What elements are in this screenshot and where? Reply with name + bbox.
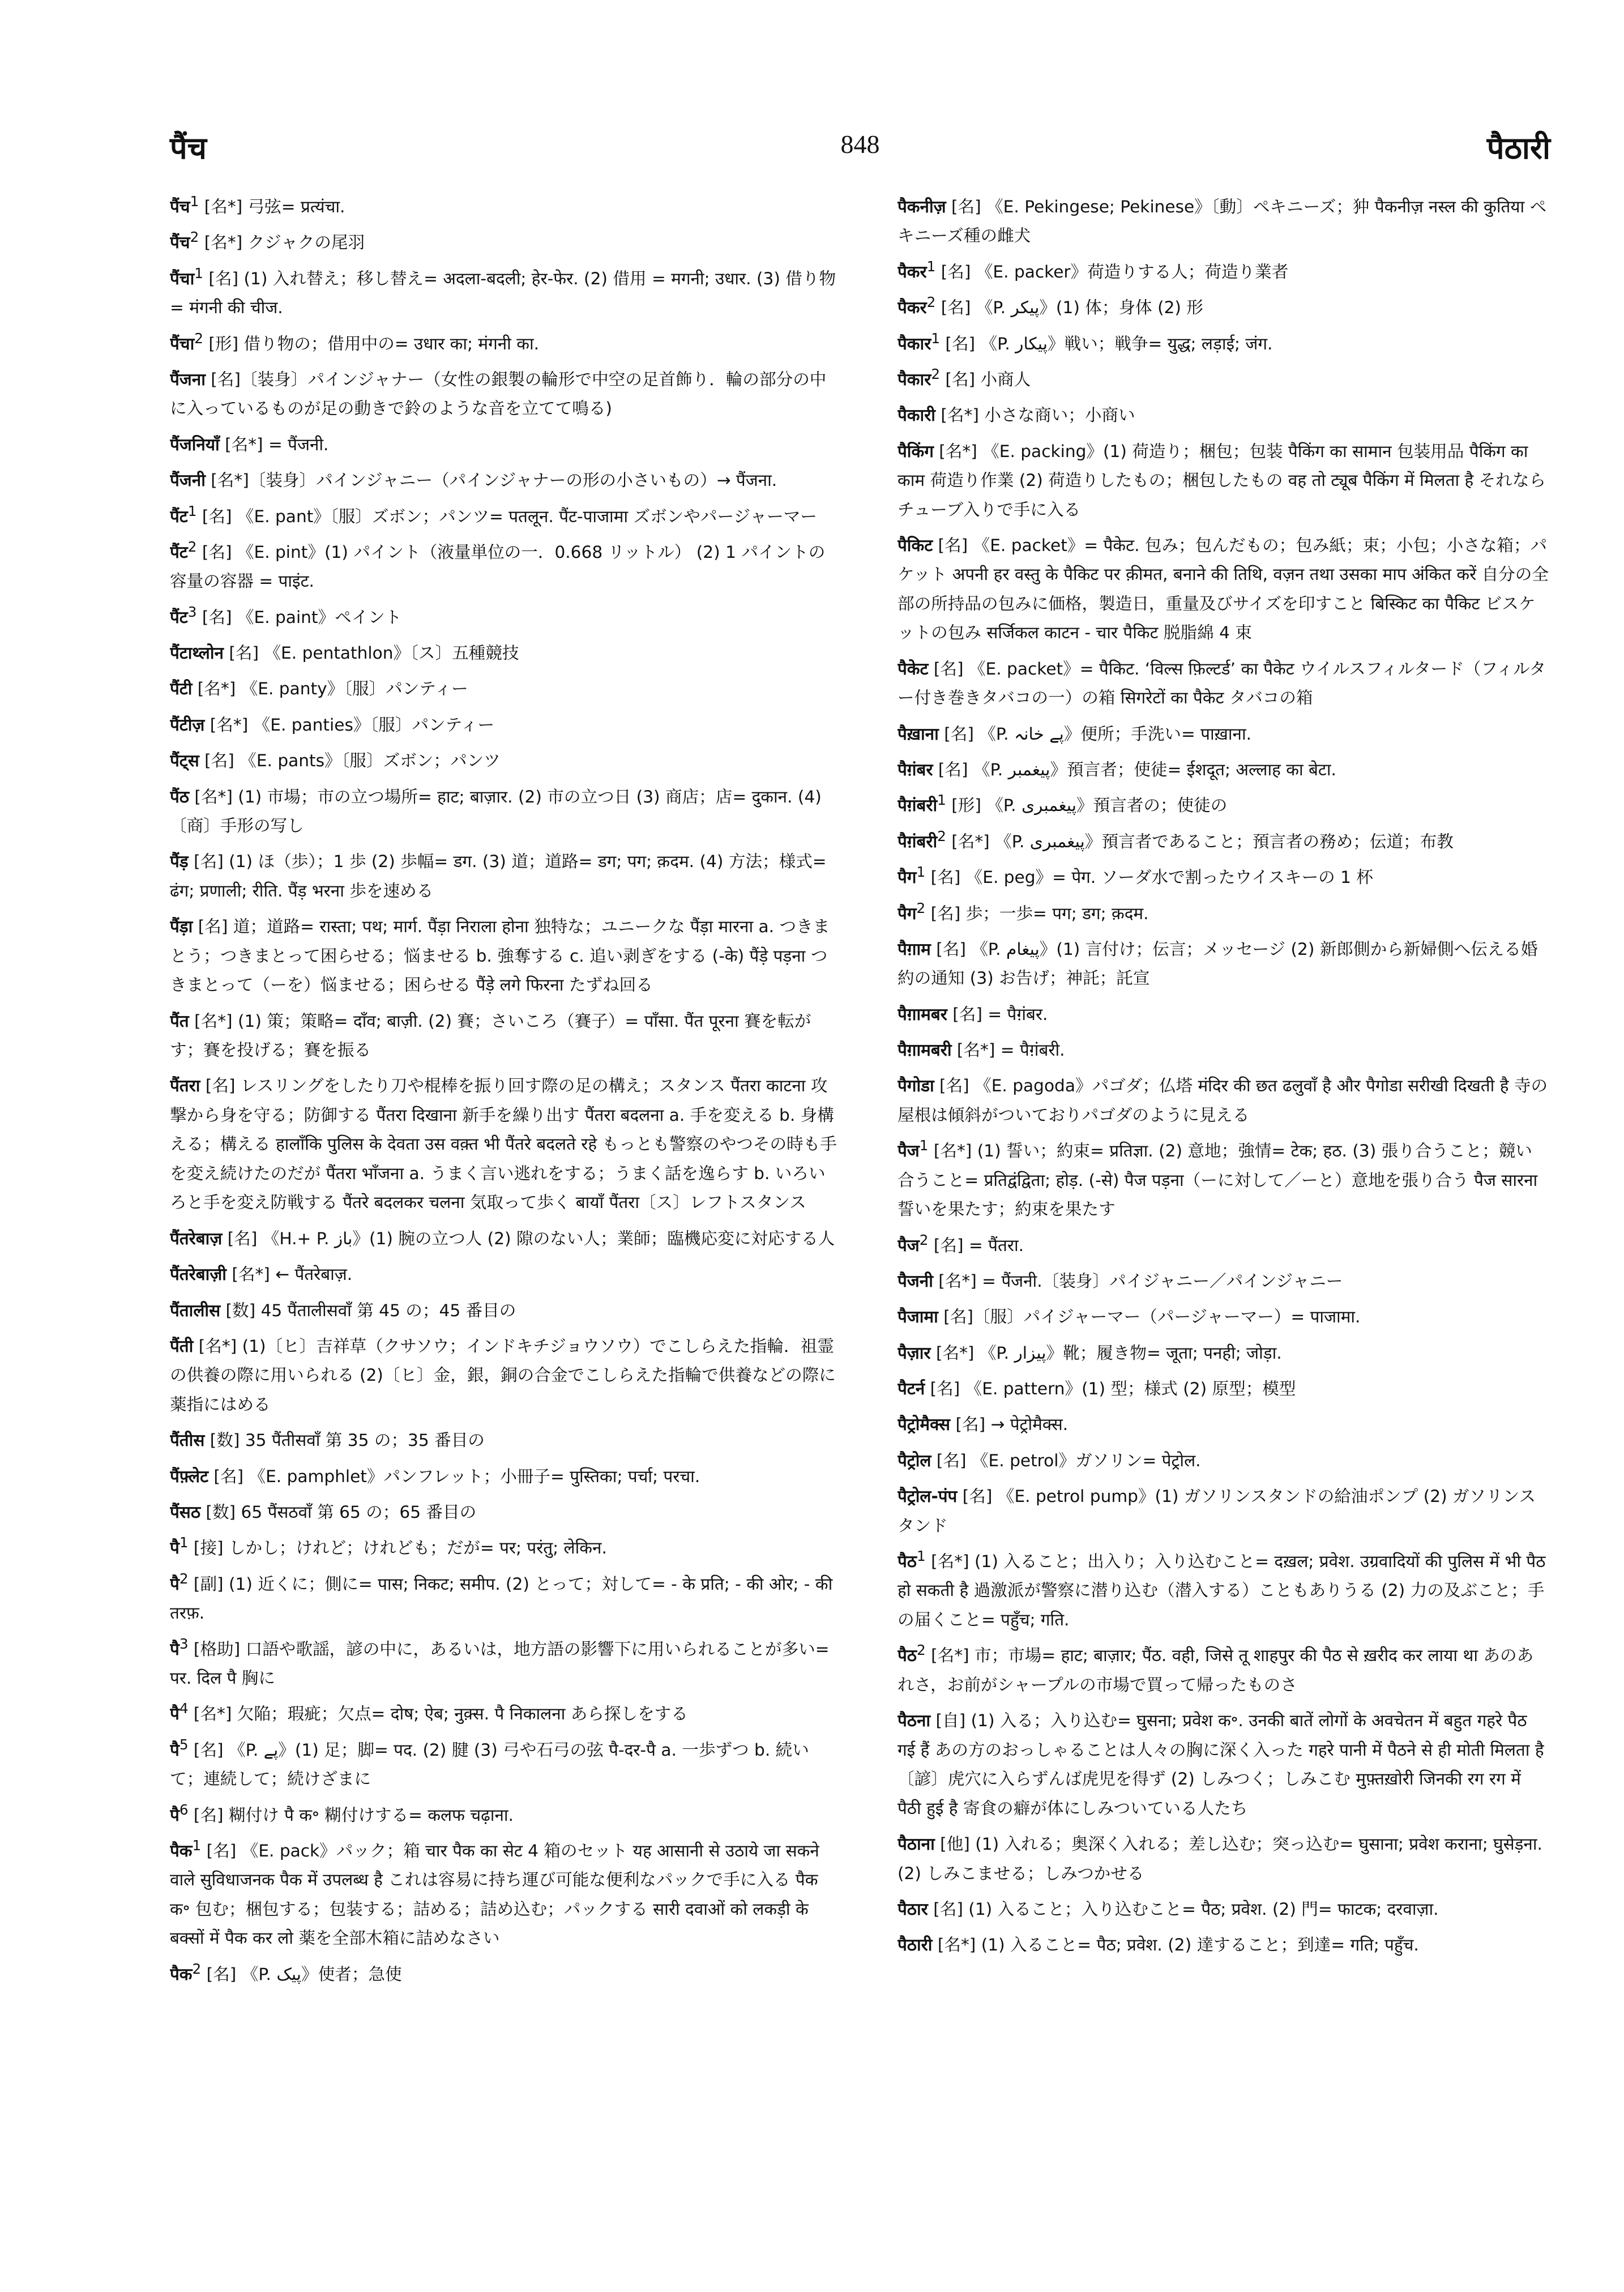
headword: पै	[170, 1704, 180, 1724]
headword: पैंट	[170, 607, 188, 627]
homograph-number: 1	[919, 1137, 929, 1154]
headword: पैकारी	[898, 406, 935, 425]
headword: पैंतरेबाज़ी	[170, 1265, 226, 1284]
definition-text: [自] (1) 入る；入り込む= घुसना; प्रवेश क॰. उनकी बातें लोगों के अवचेतन में बहुत गहरे पैठ गई हैं あの方のおっしゃることは人々の胸に深く入った गहरे पानी में पैठने से ही मोती मिलता है〔諺〕虎穴に入らずんば虎児を得ず (2) しみつく；しみこむ मुफ़्तख़ोरी जिनकी रग रग में पैठी हुई है 寄食の癖が体にしみついている人たち	[898, 1711, 1544, 1818]
headword: पैंजनियाँ	[170, 434, 220, 454]
dictionary-entry	[898, 750, 1549, 784]
definition-text: [名*] = पैंजनी.〔装身〕パイジャニー／パインジャニー	[933, 1271, 1343, 1291]
definition-text: [名] 《P. پے》(1) 足；脚= पद. (2) 腱 (3) 弓や石弓の弦 पै-दर-पै a. 一歩ずつ b. 続いて；連続して；続けざまに	[170, 1740, 809, 1789]
dictionary-entry	[898, 1701, 1549, 1823]
dictionary-entry	[898, 786, 1549, 820]
definition-text: [名]〔装身〕パインジャナー（女性の銀製の輪形で中空の足首飾り．輪の部分の中に入っているものが足の動きで鈴のような音を立てて鳴る)	[170, 369, 827, 419]
dictionary-entry	[170, 777, 838, 841]
homograph-number: 5	[179, 1736, 189, 1753]
dictionary-entry	[170, 460, 838, 495]
dictionary-entry	[170, 1457, 838, 1491]
dictionary-entry	[898, 1405, 1549, 1439]
definition-text: [名*] ← पैंतरेबाज़.	[226, 1265, 353, 1284]
dictionary-entry	[170, 1291, 838, 1325]
dictionary-entry	[170, 259, 838, 323]
definition-text: [名] 《E. paint》ペイント	[196, 607, 402, 627]
definition-text: [名] 《E. peg》= पेग. ソーダ水で割ったウイスキーの 1 杯	[925, 868, 1373, 887]
dictionary-entry	[898, 1441, 1549, 1475]
headword: पैक	[170, 1964, 193, 1984]
dictionary-entry	[170, 741, 838, 775]
headword: पैज	[898, 1235, 920, 1255]
headword: पैंचा	[170, 268, 195, 288]
headword: पैठ	[898, 1551, 917, 1571]
homograph-number: 1	[937, 792, 946, 809]
headword: पैंड़ा	[170, 917, 193, 937]
dictionary-entry	[170, 1492, 838, 1527]
homograph-number: 3	[187, 603, 197, 620]
homograph-number: 4	[179, 1700, 189, 1717]
dictionary-entry	[170, 1564, 838, 1628]
homograph-number: 1	[187, 502, 197, 519]
definition-text: [名] (1) 入れ替え；移し替え= अदला-बदली; हेर-फेर. (2) 借用 = मगनी; उधार. (3) 借り物 = मंगनी की चीज.	[170, 268, 836, 318]
headword: पैंड़	[170, 852, 189, 872]
dictionary-entry	[898, 894, 1549, 928]
dictionary-entry	[170, 223, 838, 257]
definition-text: [名] 糊付け पै क॰ 糊付けする= कलफ चढ़ाना.	[188, 1805, 514, 1825]
headword: पैठारी	[898, 1935, 933, 1955]
definition-text: [名] 《E. pack》パック；箱 चार पैक का सेट 4 箱のセット यह आसानी से उठाये जा सकने वाले सुविधाजनक पैक में उपलब्ध है これは容易に持ち運び可能な便利なパックで手に入る पैक क॰ 包む；梱包する；包装する；詰める；詰め込む；パックする सारी दवाओं को लकड़ी के बक्सों में पैक कर लो 薬を全部木箱に詰めなさい	[170, 1841, 819, 1948]
dictionary-entry	[170, 705, 838, 740]
headword: पैग़ामबर	[898, 1004, 947, 1024]
last-headword: पैठारी	[1486, 130, 1550, 166]
homograph-number: 3	[179, 1635, 189, 1652]
definition-text: [名] 《E. packet》= पैकेट. 包み；包んだもの；包み紙；束；小包；小さな箱；パケット अपनी हर वस्तु के पैकिट पर क़ीमत, बनाने की तिथि, वज़न तथा उसका माप अंकित करें 自分の全部の所持品の包みに価格，製造日，重量及びサイズを印すこと बिस्किट का पैकिट ビスケットの包み सर्जिकल काटन - चार पैकिट 脱脂綿 4 束	[898, 535, 1549, 643]
headword: पै	[170, 1740, 180, 1760]
definition-text: [名] (1) ほ（歩）；1 歩 (2) 歩幅= डग. (3) 道；道路= डग; पग; क़दम. (4) 方法；様式= ढंग; प्रणाली; रीति. पैंड़ भरना 歩を速める	[170, 852, 827, 900]
definition-text: [名] 《P. پے خانہ》便所；手洗い= पाख़ाना.	[938, 724, 1252, 744]
dictionary-entry	[170, 1001, 838, 1065]
headword: पैग़ंबरी	[898, 796, 938, 816]
definition-text: [名*] 《E. packing》(1) 荷造り；梱包；包装 पैकिंग का सामान 包装用品 पैकिंग का काम 荷造り作業 (2) 荷造りしたもの；梱包したもの वह तो ट्यूब पैकिंग में मिलता है それならチューブ入りで手に入る	[898, 441, 1546, 519]
right-column	[898, 187, 1549, 2248]
homograph-number: 2	[919, 1231, 929, 1248]
homograph-number: 1	[190, 193, 199, 210]
definition-text: [名] 《P. پیغمبر》預言者；使徒= ईशदूत; अल्लाह का बेटा.	[933, 759, 1336, 779]
dictionary-entry	[898, 857, 1549, 892]
dictionary-entry	[170, 1730, 838, 1794]
headword: पैकिट	[898, 535, 933, 555]
headword: पैंच	[170, 233, 190, 253]
homograph-number: 2	[917, 1642, 926, 1659]
headword: पैंट	[170, 542, 188, 562]
left-column	[170, 187, 838, 2248]
dictionary-entry	[170, 669, 838, 703]
dictionary-entry	[898, 1476, 1549, 1540]
dictionary-entry	[898, 1369, 1549, 1403]
headword: पैकनीज़	[898, 197, 946, 216]
definition-text: [名] 《E. pattern》(1) 型；様式 (2) 原型；模型	[925, 1378, 1296, 1398]
dictionary-entry	[170, 497, 838, 531]
headword: पैंचा	[170, 334, 195, 353]
definition-text: [名] 《E. petrol》ガソリン= पेट्रोल.	[931, 1450, 1201, 1470]
headword: पैटर्न	[898, 1378, 925, 1398]
headword: पैट्रोल-पंप	[898, 1487, 958, 1506]
headword: पैंच	[170, 197, 190, 216]
headword: पैट्रोल	[898, 1450, 931, 1470]
homograph-number: 1	[931, 330, 940, 347]
definition-text: [名*] (1) 入ること；出入り；入り込むこと= दख़ल; प्रवेश. उग्रवादियों की पुलिस में भी पैठ हो सकती है 過激派が警察に潜り込む（潜入する）こともありうる (2) 力の及ぶこと；手の届くこと= पहुँच; गति.	[898, 1551, 1546, 1629]
definition-text: [名*] 小さな商い；小商い	[935, 406, 1135, 425]
dictionary-entry	[898, 1297, 1549, 1331]
dictionary-entry	[898, 1030, 1549, 1065]
dictionary-entry	[898, 187, 1549, 251]
dictionary-entry	[170, 360, 838, 424]
headword: पैख़ाना	[898, 724, 939, 744]
definition-text: [名] 歩；一歩= पग; डग; क़दम.	[925, 903, 1149, 923]
definition-text: [名] (1) 入ること；入り込むこと= पैठ; प्रवेश. (2) 門= फाटक; दरवाज़ा.	[928, 1899, 1439, 1919]
headword: पैंफ़्लेट	[170, 1466, 209, 1486]
dictionary-entry	[898, 1333, 1549, 1368]
definition-text: [名] 《E. pentathlon》〔ス〕五種競技	[223, 643, 519, 663]
definition-text: [数] 35 पैंतीसवाँ 第 35 の；35 番目の	[204, 1431, 485, 1450]
dictionary-entry	[170, 597, 838, 632]
dictionary-entry	[898, 929, 1549, 993]
headword: पैकर	[898, 262, 927, 281]
definition-text: [名*] = पैंजनी.	[219, 434, 329, 454]
dictionary-entry	[170, 633, 838, 668]
headword: पैग़ामबरी	[898, 1040, 952, 1060]
dictionary-entry	[170, 1629, 838, 1693]
dictionary-entry	[170, 1528, 838, 1563]
page-number: 848	[840, 130, 880, 159]
definition-text: [名] 《E. petrol pump》(1) ガソリンスタンドの給油ポンプ (2) ガソリンスタンド	[898, 1487, 1536, 1535]
dictionary-entry	[170, 1831, 838, 1953]
headword: पैज़ार	[898, 1343, 931, 1363]
headword: पै	[170, 1538, 180, 1558]
definition-text: [名] 《H.+ P. باز》(1) 腕の立つ人 (2) 隙のない人；業師；臨機応変に対応する人	[222, 1228, 835, 1248]
dictionary-entry	[170, 1420, 838, 1455]
first-headword: पैंच	[170, 130, 207, 166]
dictionary-entry	[170, 1066, 838, 1217]
dictionary-entry	[898, 432, 1549, 524]
dictionary-entry	[898, 324, 1549, 358]
headword: पैंतालीस	[170, 1300, 221, 1320]
homograph-number: 6	[179, 1801, 189, 1818]
headword: पै	[170, 1805, 180, 1825]
definition-text: [形] 借り物の；借用中の= उधार का; मंगनी का.	[203, 334, 540, 353]
definition-text: [名] 道；道路= रास्ता; पथ; मार्ग. पैंड़ा निराला होना 独特な；ユニークな पैंड़ा मारना a. つきまとう；つきまとって困らせる；悩ませる b. 強奪する c. 追い剥ぎをする (-के) पैंड़े पड़ना つきまとって（ーを）悩ませる；困らせる पैंड़े लगे फिरना たずね回る	[170, 917, 830, 995]
definition-text: [格助] 口語や歌謡，諺の中に，あるいは，地方語の影響下に用いられることが多い= पर. दिल पै 胸に	[170, 1639, 830, 1688]
dictionary-entry	[170, 1326, 838, 1419]
definition-text: [名] 《E. packet》= पैकिट. ‘विल्स फ़िल्टर्ड’ का पैकेट ウイルスフィルタード（フィルター付き巻きタバコの一）の箱 सिगरेटों का पैकेट タバコの箱	[898, 659, 1546, 708]
dictionary-entry	[170, 1795, 838, 1830]
dictionary-entry	[898, 360, 1549, 394]
homograph-number: 2	[931, 365, 940, 382]
headword: पैठ	[898, 1646, 917, 1666]
homograph-number: 2	[926, 294, 936, 311]
definition-text: [副] (1) 近くに；側に= पास; निकट; समीप. (2) とって；対して= - के प्रति; - की ओर; - की तरफ़.	[170, 1574, 833, 1623]
dictionary-entry	[170, 187, 838, 221]
dictionary-entry	[170, 1694, 838, 1728]
homograph-number: 2	[194, 330, 203, 347]
dictionary-entry	[898, 1925, 1549, 1960]
homograph-number: 1	[192, 1837, 202, 1854]
definition-text: [名*] (1) 入ること= पैठ; प्रवेश. (2) 達すること；到達= गति; पहुँच.	[932, 1935, 1419, 1955]
headword: पैज	[898, 1141, 920, 1161]
definition-text: [名] 《E. pagoda》パゴダ；仏塔 मंदिर की छत ढलुवाँ है और पैगोडा सरीखी दिखती है 寺の屋根は傾斜がついておりパゴダのように見える	[898, 1076, 1548, 1125]
headword: पैजनी	[898, 1271, 933, 1291]
definition-text: [名*] 弓弦= प्रत्यंचा.	[199, 197, 345, 216]
headword: पैग़ंबरी	[898, 831, 938, 851]
headword: पैक	[170, 1841, 193, 1860]
headword: पैकिंग	[898, 441, 934, 461]
definition-text: [名*] = पैग़ंबरी.	[951, 1040, 1065, 1060]
dictionary-entry	[170, 1254, 838, 1289]
headword: पैंतीस	[170, 1431, 205, 1450]
headword: पैंट्स	[170, 751, 199, 771]
definition-text: [名] 《E. pint》(1) パイント（液量単位の一．0.668 リットル） (2) 1 パイントの容量の容器 = पाइंट.	[170, 542, 826, 591]
dictionary-entry	[170, 324, 838, 358]
headword: पैंट	[170, 506, 188, 526]
definition-text: [名] 《E. Pekingese; Pekinese》〔動〕ペキニーズ；狆 पैकनीज़ नस्ल की कुतिया ペキニーズ種の雌犬	[898, 197, 1547, 246]
headword: पैग	[898, 868, 917, 887]
definition-text: [数] 45 पैंतालीसवाँ 第 45 の；45 番目の	[220, 1300, 516, 1320]
definition-text: [名*] (1) 誓い；約束= प्रतिज्ञा. (2) 意地；強情= टेक; हठ. (3) 張り合うこと；競い合うこと= प्रतिद्वंद्विता; होड़. (-से) पैज पड़ना（ーに対して／ーと）意地を張り合う पैज सारना 誓いを果たす；約束を果たす	[898, 1141, 1538, 1219]
homograph-number: 2	[937, 827, 946, 844]
definition-text: [他] (1) 入れる；奥深く入れる；差し込む；突っ込む= घुसाना; प्रवेश कराना; घुसेड़ना. (2) しみこませる；しみつかせる	[898, 1834, 1542, 1883]
headword: पैंती	[170, 1336, 194, 1356]
homograph-number: 1	[917, 1548, 926, 1565]
dictionary-entry	[170, 842, 838, 906]
headword: पैग़ंबर	[898, 759, 933, 779]
definition-text: [名*] 市；市場= हाट; बाज़ार; पैंठ. वही, जिसे तू शाहपुर की पैठ से ख़रीद कर लाया था あのあれさ，お前がシャープルの市場で買って帰ったものさ	[898, 1646, 1534, 1695]
dictionary-entry	[170, 1954, 838, 1989]
definition-text: [名] 《P. پیغام》(1) 言付け；伝言；メッセージ (2) 新郎側から新婦側へ伝える婚約の通知 (3) お告げ；神託；託宣	[898, 939, 1538, 988]
definition-text: [名] 《P. پیکر》(1) 体；身体 (2) 形	[935, 298, 1203, 318]
definition-text: [名] 《E. pamphlet》パンフレット；小冊子= पुस्तिका; पर्चा; परचा.	[208, 1466, 700, 1486]
dictionary-entry	[898, 822, 1549, 856]
headword: पैठार	[898, 1899, 928, 1919]
headword: पैंठ	[170, 787, 190, 806]
headword: पैंजनी	[170, 471, 206, 490]
dictionary-entry	[898, 526, 1549, 648]
definition-text: [名] 小商人	[940, 369, 1031, 389]
definition-text: [名*] (1)〔ヒ〕吉祥草（クサソウ；インドキチジョウソウ）でこしらえた指輪．祖霊の供養の際に用いられる (2)〔ヒ〕金，銀，銅の合金でこしらえた指輪で供養などの際に薬指にはめる	[170, 1336, 836, 1414]
headword: पैकार	[898, 334, 931, 353]
dictionary-entry	[898, 995, 1549, 1029]
headword: पैंटी	[170, 679, 193, 699]
definition-text: [名*] 《E. panty》〔服〕パンティー	[192, 679, 468, 699]
dictionary-entry	[898, 1889, 1549, 1924]
homograph-number: 1	[926, 258, 936, 275]
headword: पैट्रोमैक्स	[898, 1415, 951, 1435]
definition-text: [名] レスリングをしたり刀や棍棒を振り回す際の足の構え；スタンス पैंतरा काटना 攻撃から身を守る；防御する पैंतरा दिखाना 新手を繰り出す पैंतरा बदलना a. 手を変える b. 身構える；構える हालाँकि पुलिस के देवता उस वक़्त भी पैंतरे बदलते रहे もっとも警察のやつその時も手を変え続けたのだが पैंतरा भाँजना a. うまく言い逃れをする；うまく話を逸らす b. いろいろと手を変え防戦する पैंतरे बदलकर चलना 気取って歩く बायाँ पैंतरा〔ス〕レフトスタンス	[170, 1076, 837, 1213]
headword: पैंजना	[170, 369, 206, 389]
definition-text: [名] 《E. pants》〔服〕ズボン；パンツ	[199, 751, 501, 771]
headword: पैकर	[898, 298, 927, 318]
running-head	[170, 126, 1550, 171]
definition-text: [名*] 欠陥；瑕疵；欠点= दोष; ऐब; नुक़्स. पै निकालना あら探しをする	[188, 1704, 688, 1724]
dictionary-entry	[898, 649, 1549, 713]
dictionary-entry	[898, 252, 1549, 287]
headword: पैगोडा	[898, 1076, 934, 1096]
homograph-number: 1	[194, 264, 203, 281]
headword: पैंसठ	[170, 1502, 201, 1522]
definition-text: [名*] (1) 策；策略= दाँव; बाज़ी. (2) 賽；さいころ（賽子）= पाँसा. पैंत पूरना 賽を転がす；賽を投げる；賽を振る	[170, 1011, 811, 1060]
definition-text: [名] = पैंतरा.	[928, 1235, 1024, 1255]
definition-text: [名*] 《P. پیزار》靴；履き物= जूता; पनही; जोड़ा.	[930, 1343, 1282, 1363]
definition-text: [名] = पैग़ंबर.	[947, 1004, 1048, 1024]
dictionary-entry	[898, 288, 1549, 322]
dictionary-entry	[898, 1261, 1549, 1296]
headword: पैकेट	[898, 659, 929, 678]
homograph-number: 2	[187, 538, 197, 555]
headword: पैग	[898, 903, 917, 923]
definition-text: [名*]〔装身〕パインジャニー（パインジャナーの形の小さいもの）→ पैंजना.	[205, 471, 777, 490]
homograph-number: 2	[916, 899, 926, 916]
definition-text: [名*] 《P. پیغمبری》預言者であること；預言者の務め；伝道；布教	[946, 831, 1454, 851]
definition-text: [名*] 《E. panties》〔服〕パンティー	[204, 715, 495, 735]
definition-text: [名*] クジャクの尾羽	[199, 233, 365, 253]
definition-text: [名] 《P. پیکار》戦い；戦争= युद्ध; लड़ाई; जंग.	[940, 334, 1273, 353]
dictionary-entry	[170, 1219, 838, 1253]
definition-text: [名] → पेट्रोमैक्स.	[950, 1415, 1069, 1435]
dictionary-entry	[898, 714, 1549, 749]
dictionary-entry	[170, 532, 838, 596]
dictionary-entry	[170, 907, 838, 1000]
definition-text: [接] しかし；けれど；けれども；だが= पर; परंतु; लेकिन.	[188, 1538, 607, 1558]
dictionary-entry	[898, 395, 1549, 430]
homograph-number: 2	[179, 1570, 189, 1587]
homograph-number: 2	[192, 1960, 202, 1977]
headword: पैग़ाम	[898, 939, 931, 959]
headword: पैंतरेबाज़	[170, 1228, 223, 1248]
dictionary-entry	[898, 1131, 1549, 1224]
homograph-number: 1	[179, 1534, 189, 1551]
homograph-number: 1	[916, 864, 926, 881]
definition-text: [名]〔服〕パイジャーマー（パージャーマー）= पाजामा.	[938, 1307, 1361, 1327]
headword: पैकार	[898, 369, 931, 389]
dictionary-entry	[898, 1226, 1549, 1260]
headword: पैंटीज़	[170, 715, 205, 735]
headword: पै	[170, 1639, 180, 1659]
definition-text: [名] 《P. پیک》使者；急使	[201, 1964, 402, 1984]
headword: पै	[170, 1574, 180, 1594]
definition-text: [数] 65 पैंसठवाँ 第 65 の；65 番目の	[200, 1502, 477, 1522]
headword: पैंत	[170, 1011, 189, 1031]
definition-text: [名] 《E. packer》荷造りする人；荷造り業者	[935, 262, 1289, 281]
definition-text: [名*] (1) 市場；市の立つ場所= हाट; बाज़ार. (2) 市の立つ日 (3) 商店；店= दुकान. (4)〔商〕手形の写し	[170, 787, 822, 835]
dictionary-entry	[898, 1636, 1549, 1700]
dictionary-entry	[170, 425, 838, 459]
headword: पैठाना	[898, 1834, 935, 1854]
headword: पैंटाथ्लोन	[170, 643, 224, 663]
definition-text: [名] 《E. pant》〔服〕ズボン；パンツ= पतलून. पैंट-पाजामा ズボンやパージャーマー	[196, 506, 817, 526]
headword: पैंतरा	[170, 1076, 200, 1096]
dictionary-entry	[898, 1066, 1549, 1130]
dictionary-entry	[898, 1542, 1549, 1634]
homograph-number: 2	[190, 229, 199, 246]
dictionary-entry	[898, 1824, 1549, 1888]
headword: पैठना	[898, 1711, 931, 1731]
headword: पैजामा	[898, 1307, 938, 1327]
definition-text: [形] 《P. پیغمبری》預言者の；使徒の	[946, 796, 1228, 816]
